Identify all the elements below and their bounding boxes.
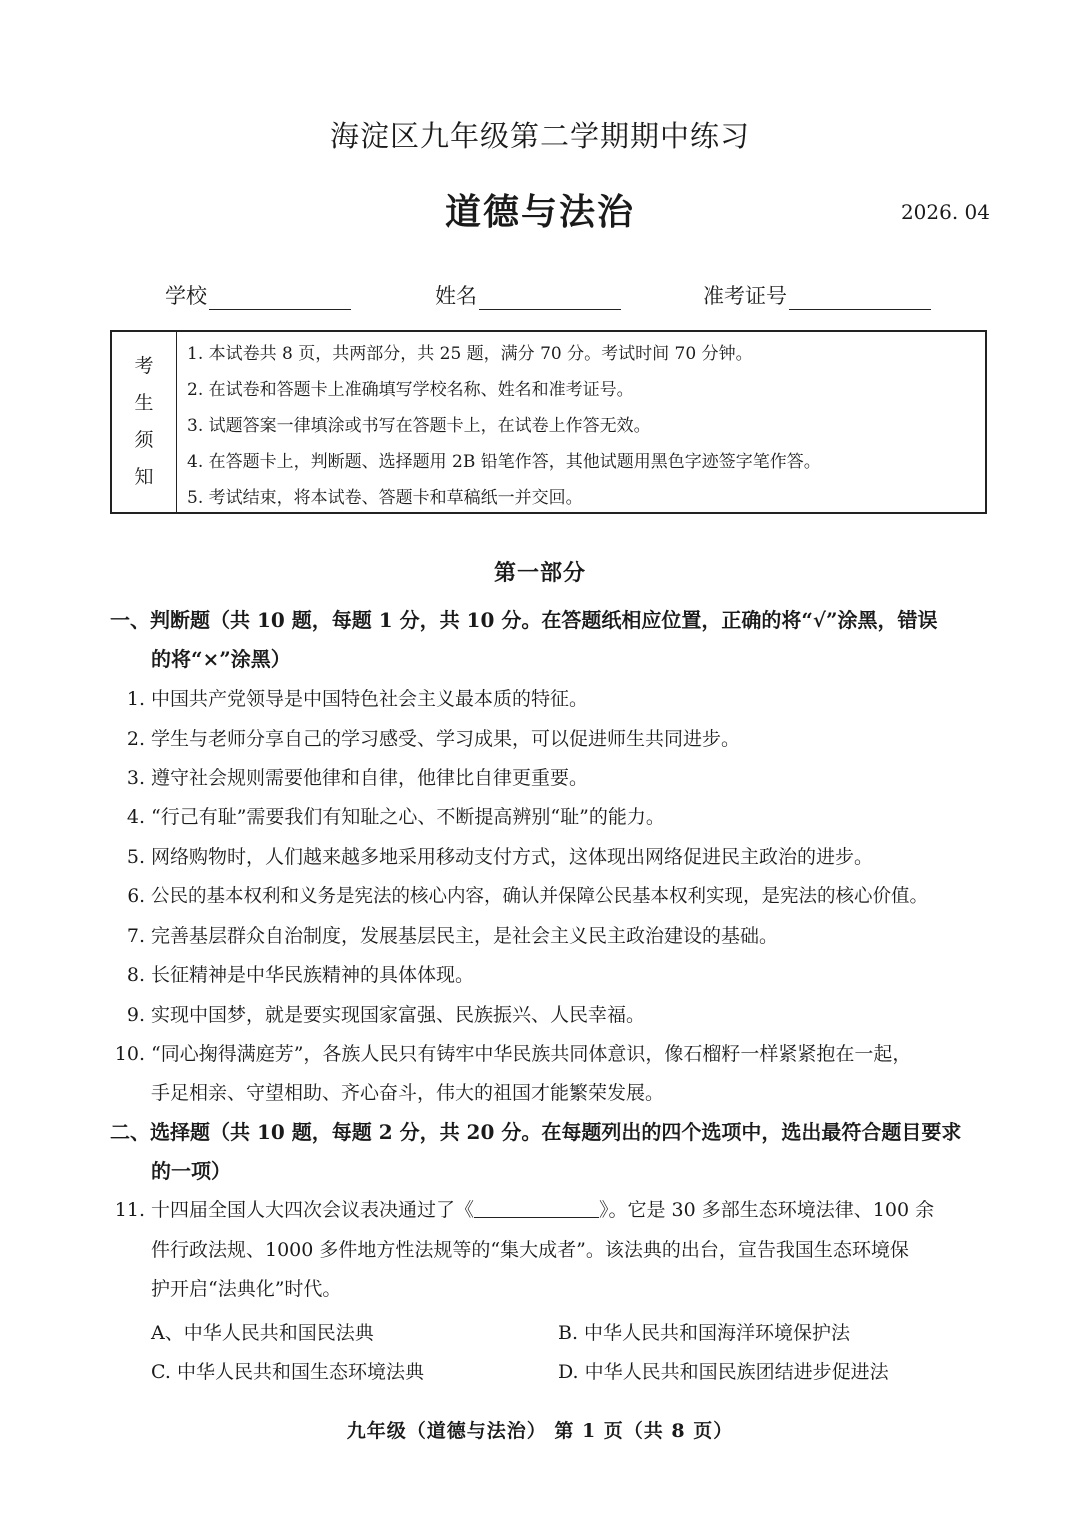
question-text: “同心掬得满庭芳”，各族人民只有铸牢中华民族共同体意识，像石榴籽一样紧紧抱在一起， xyxy=(151,1043,912,1065)
question-text: 十四届全国人大四次会议表决通过了《 xyxy=(151,1199,475,1221)
school-blank xyxy=(209,287,351,310)
question-number: 7. xyxy=(126,925,145,947)
question-text: 学生与老师分享自己的学习感受、学习成果，可以促进师生共同进步。 xyxy=(151,728,741,750)
section-one-heading xyxy=(110,601,990,679)
section-two-heading xyxy=(110,1113,990,1191)
notice-heading xyxy=(112,332,177,512)
judgment-question xyxy=(127,877,929,916)
notice-item: 1. 本试卷共 8 页，共两部分，共 25 题，满分 70 分。考试时间 70 分钟。 xyxy=(187,344,753,364)
notice-item: 3. 试题答案一律填涂或书写在答题卡上，在试卷上作答无效。 xyxy=(187,416,651,436)
question-text: 件行政法规、1000 多件地方性法规等的“集大成者”。该法典的出台，宣告我国生态环境保 xyxy=(151,1239,909,1261)
section-two-line2: 的一项） xyxy=(151,1159,231,1183)
question-text: 实现中国梦，就是要实现国家富强、民族振兴、人民幸福。 xyxy=(151,1004,646,1026)
option-b: B. 中华人民共和国海洋环境保护法 xyxy=(558,1322,851,1344)
notice-heading-char: 生 xyxy=(134,392,154,414)
notice-item: 5. 考试结束，将本试卷、答题卡和草稿纸一并交回。 xyxy=(187,488,583,508)
question-text: “行己有耻”需要我们有知耻之心、不断提高辨别“耻”的能力。 xyxy=(151,806,665,828)
question-number: 8. xyxy=(126,964,145,986)
judgment-question-continuation xyxy=(151,1074,664,1113)
question-text: 完善基层群众自治制度，发展基层民主，是社会主义民主政治建设的基础。 xyxy=(151,925,779,947)
judgment-question xyxy=(114,1035,912,1074)
exam-title: 海淀区九年级第二学期期中练习 xyxy=(329,119,750,153)
judgment-question xyxy=(126,996,646,1035)
question-number: 9. xyxy=(126,1004,145,1026)
section-one-line1: 一、判断题（共 10 题，每题 1 分，共 10 分。在答题纸相应位置，正确的将“√”涂黑，错误 xyxy=(110,608,938,632)
subject-title: 道德与法治 xyxy=(444,191,635,233)
judgment-question xyxy=(126,759,589,798)
notice-heading-char: 知 xyxy=(134,466,154,488)
question-text: 护开启“法典化”时代。 xyxy=(151,1278,342,1300)
question-text: 网络购物时，人们越来越多地采用移动支付方式，这体现出网络促进民主政治的进步。 xyxy=(151,846,874,868)
question-text: 长征精神是中华民族精神的具体体现。 xyxy=(151,964,475,986)
question-text: 公民的基本权利和义务是宪法的核心内容，确认并保障公民基本权利实现，是宪法的核心价值。 xyxy=(151,886,929,907)
name-blank xyxy=(479,287,621,310)
name-label: 姓名 xyxy=(435,284,477,308)
question-text: 中国共产党领导是中国特色社会主义最本质的特征。 xyxy=(151,688,589,710)
judgment-question xyxy=(126,838,874,877)
exam-id-field xyxy=(703,280,931,310)
question-number: 11. xyxy=(114,1199,145,1221)
question-number: 5. xyxy=(126,846,145,868)
judgment-question xyxy=(126,798,665,837)
question-number: 2. xyxy=(126,728,145,750)
candidate-notice-box xyxy=(110,330,987,514)
notice-item: 4. 在答题卡上，判断题、选择题用 2B 铅笔作答，其他试题用黑色字迹签字笔作答。 xyxy=(187,452,821,472)
notice-item: 2. 在试卷和答题卡上准确填写学校名称、姓名和准考证号。 xyxy=(187,380,634,400)
option-d: D. 中华人民共和国民族团结进步促进法 xyxy=(558,1361,889,1383)
section-one-line2: 的将“×”涂黑） xyxy=(151,647,291,671)
exam-date: 2026. 04 xyxy=(900,200,990,224)
question-number: 1. xyxy=(126,688,145,710)
exam-id-label: 准考证号 xyxy=(703,284,787,308)
school-field xyxy=(165,280,351,310)
answer-blank xyxy=(474,1197,599,1218)
name-field xyxy=(435,280,621,310)
exam-id-blank xyxy=(789,287,931,310)
section-two-line1: 二、选择题（共 10 题，每题 2 分，共 20 分。在每题列出的四个选项中，选出最符合题目要求 xyxy=(110,1120,962,1144)
question-number: 4. xyxy=(126,806,145,828)
notice-heading-char: 须 xyxy=(134,429,154,451)
judgment-question xyxy=(126,680,589,719)
question-number: 10. xyxy=(114,1043,145,1065)
option-a: A、中华人民共和国民法典 xyxy=(151,1322,374,1344)
option-c: C. 中华人民共和国生态环境法典 xyxy=(151,1361,424,1383)
page-footer: 九年级（道德与法治） 第 1 页（共 8 页） xyxy=(346,1420,734,1442)
question-number: 3. xyxy=(126,767,145,789)
question-text: 遵守社会规则需要他律和自律，他律比自律更重要。 xyxy=(151,767,589,789)
notice-list xyxy=(177,332,985,512)
question-11-line3 xyxy=(151,1270,341,1309)
question-text: 手足相亲、守望相助、齐心奋斗，伟大的祖国才能繁荣发展。 xyxy=(151,1082,665,1104)
judgment-question xyxy=(126,917,779,956)
choice-question-11 xyxy=(114,1191,935,1230)
judgment-question xyxy=(126,720,741,759)
part-one-title: 第一部分 xyxy=(493,560,586,586)
school-label: 学校 xyxy=(165,284,207,308)
question-11-line2 xyxy=(151,1231,909,1270)
notice-heading-char: 考 xyxy=(134,355,154,377)
judgment-question xyxy=(126,956,475,995)
question-number: 6. xyxy=(127,886,145,907)
question-text: 》。它是 30 多部生态环境法律、100 余 xyxy=(599,1199,935,1221)
